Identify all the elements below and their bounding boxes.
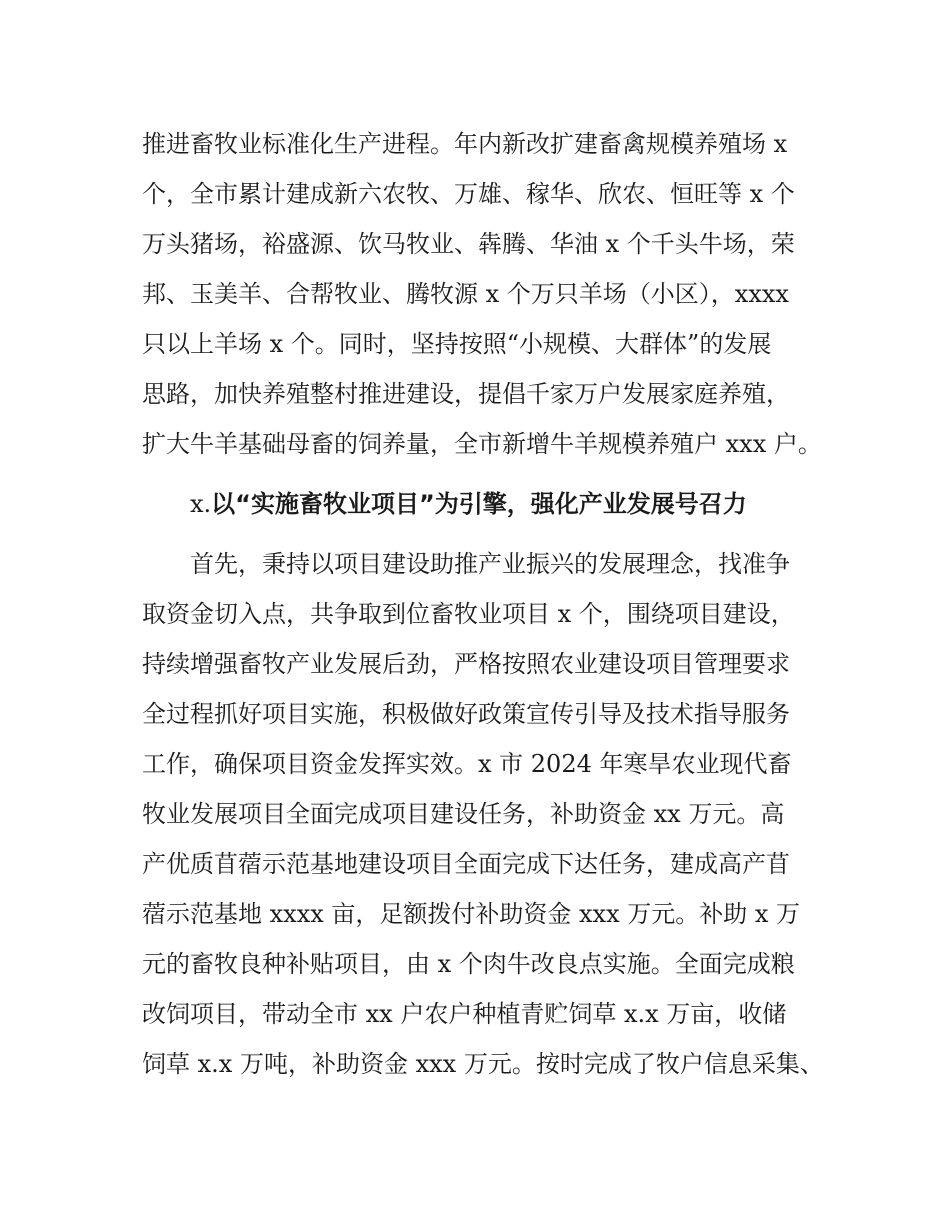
document-body [142,119,832,1089]
text-line: 元的畜牧良种补贴项目，由 x 个肉牛改良点实施。全面完成粮 [142,950,795,978]
text-line: 首先，秉持以项目建设助推产业振兴的发展理念，找准争 [190,550,790,578]
text-line: 改饲项目，带动全市 xx 户农户种植青贮饲草 x.x 万亩，收储 [142,1000,787,1028]
text-line: 牧业发展项目全面完成项目建设任务，补助资金 xx 万元。高 [142,800,785,828]
text-line: 万头猪场，裕盛源、饮马牧业、犇腾、华油 x 个千头牛场，荣 [142,230,795,258]
text-line: 持续增强畜牧产业发展后劲，严格按照农业建设项目管理要求 [142,650,790,678]
text-line: 工作，确保项目资金发挥实效。x 市 2024 年寒旱农业现代畜 [142,750,792,778]
text-line: 饲草 x.x 万吨，补助资金 xxx 万元。按时完成了牧户信息采集、 [142,1050,824,1078]
section-heading [142,469,832,539]
section-number: x. [190,490,212,518]
paragraph-2 [142,539,832,1089]
text-line: 推进畜牧业标准化生产进程。年内新改扩建畜禽规模养殖场 x [142,130,788,158]
text-line: 思路，加快养殖整村推进建设，提倡千家万户发展家庭养殖， [142,380,790,408]
text-line: 产优质苜蓿示范基地建设项目全面完成下达任务，建成高产苜 [142,850,790,878]
text-line: 取资金切入点，共争取到位畜牧业项目 x 个，围绕项目建设， [142,600,795,628]
text-line: 全过程抓好项目实施，积极做好政策宣传引导及技术指导服务 [142,700,790,728]
text-line: 邦、玉美羊、合帮牧业、腾牧源 x 个万只羊场（小区），xxxx [142,280,789,308]
paragraph-1 [142,119,832,469]
text-line: 个，全市累计建成新六农牧、万雄、稼华、欣农、恒旺等 x 个 [142,180,795,208]
text-line: 扩大牛羊基础母畜的饲养量，全市新增牛羊规模养殖户 xxx 户。 [142,430,822,458]
section-title: 以“实施畜牧业项目”为引擎，强化产业发展号召力 [211,490,747,518]
text-line: 蓿示范基地 xxxx 亩，足额拨付补助资金 xxx 万元。补助 x 万 [142,900,801,928]
text-line: 只以上羊场 x 个。同时，坚持按照“小规模、大群体”的发展 [142,330,772,358]
